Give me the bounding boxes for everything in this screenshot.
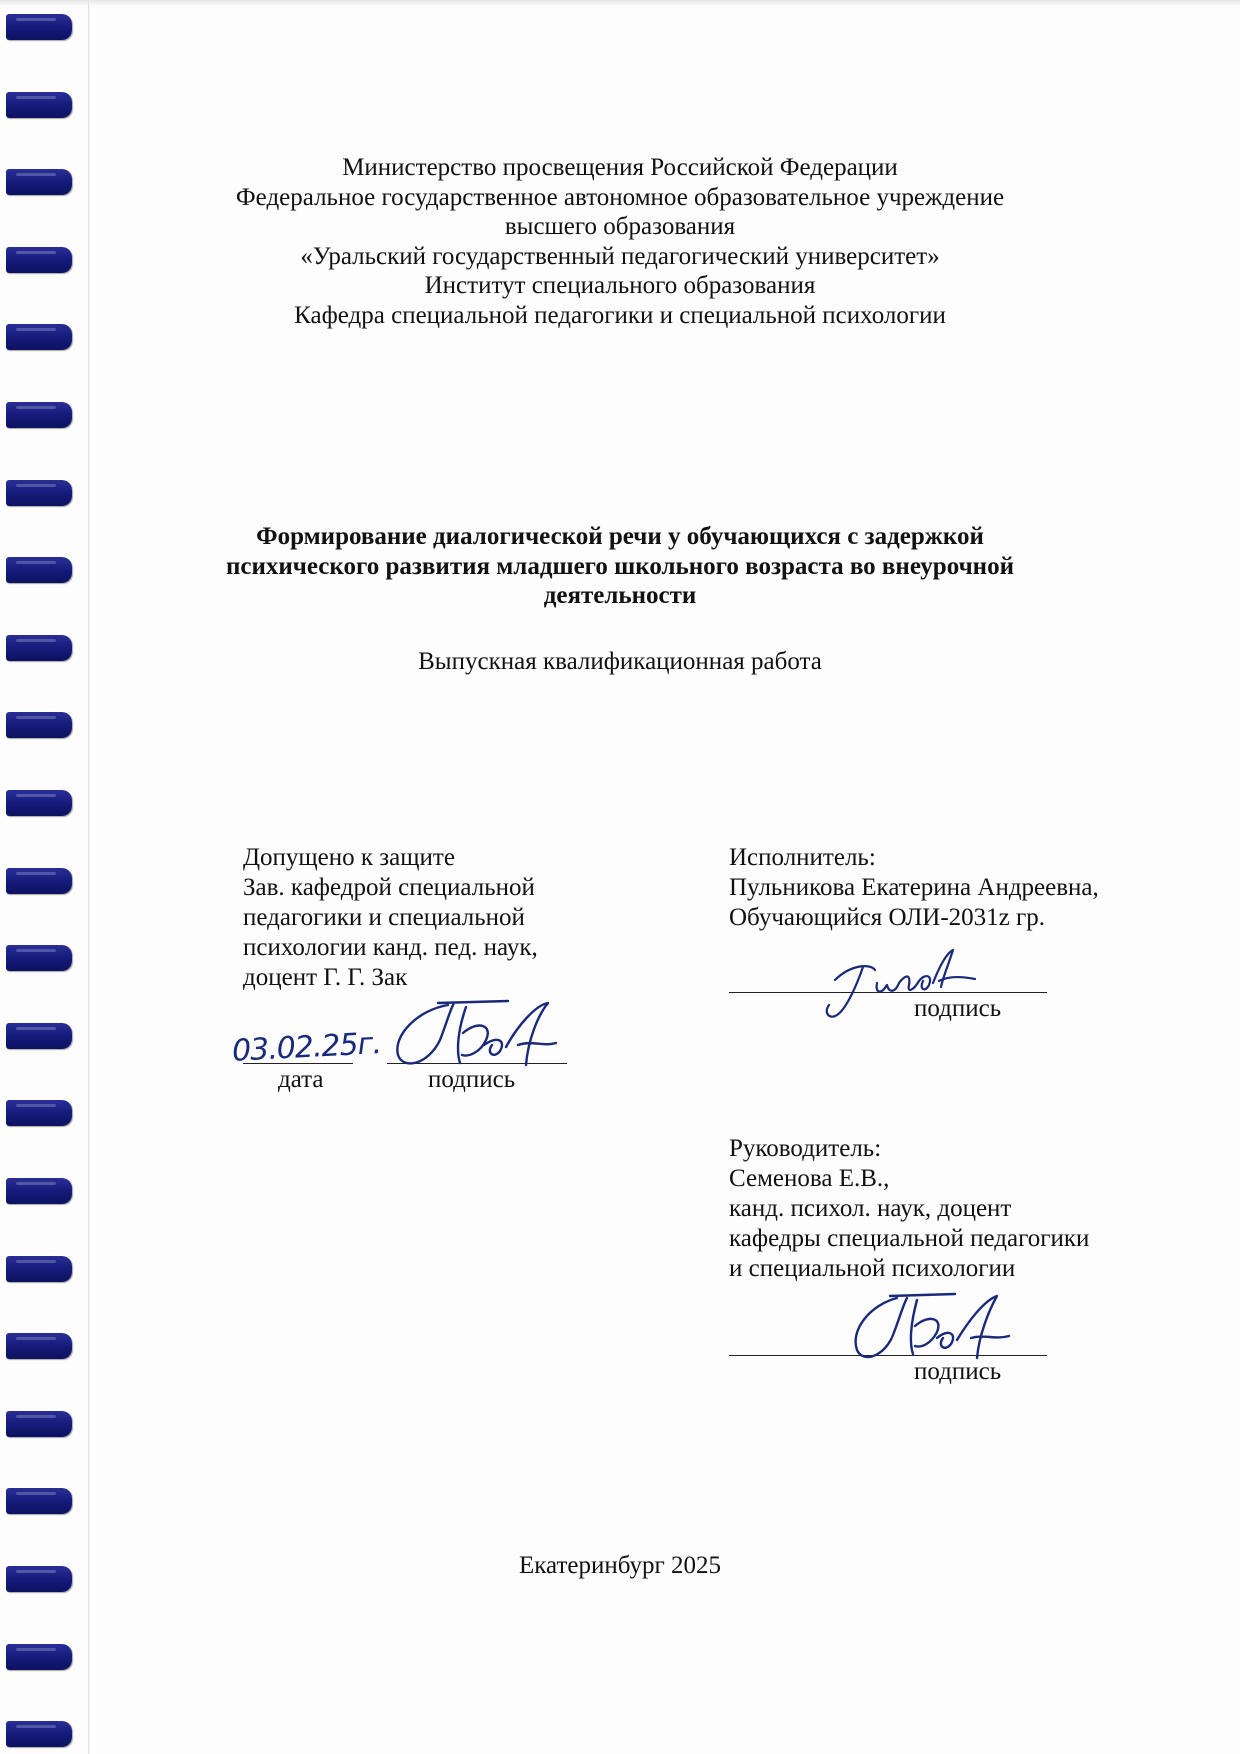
binding-coil <box>6 92 72 118</box>
binding-coil <box>6 1721 72 1747</box>
binding-coil <box>6 1411 72 1437</box>
binding-coil <box>6 557 72 583</box>
binding-coil <box>6 480 72 506</box>
binding-coil <box>6 1178 72 1204</box>
binding-coil <box>6 247 72 273</box>
binding-coil <box>6 169 72 195</box>
admitted-line-3: педагогики и специальной <box>243 904 525 931</box>
binding-coil <box>6 712 72 738</box>
executor-block <box>729 843 1099 933</box>
supervisor-label: Руководитель: <box>729 1135 882 1162</box>
binding-coil <box>6 1644 72 1670</box>
binding-coil <box>6 1023 72 1049</box>
supervisor-signature-caption: подпись <box>914 1358 1002 1385</box>
supervisor-department-line-2: и специальной психологии <box>729 1255 1016 1282</box>
admitted-signature-caption: подпись <box>428 1066 516 1093</box>
date-line <box>243 1063 353 1064</box>
education-level-line: высшего образования <box>504 213 736 240</box>
executor-name: Пульникова Екатерина Андреевна, <box>729 874 1099 901</box>
zak-signature <box>388 985 588 1085</box>
university-name-line: «Уральский государственный педагогический университет» <box>300 242 940 270</box>
department-line: Кафедра специальной педагогики и специальной психологии <box>294 301 946 329</box>
binding-coil <box>6 14 72 40</box>
binding-coil <box>6 945 72 971</box>
thesis-title-line-1: Формирование диалогической речи у обучающихся с задержкой <box>256 523 984 550</box>
executor-group: Обучающийся ОЛИ-2031z гр. <box>729 904 1046 931</box>
admitted-line-5: доцент Г. Г. Зак <box>243 964 408 991</box>
executor-signature-caption: подпись <box>914 995 1002 1022</box>
binding-coil <box>6 402 72 428</box>
binding-coil <box>6 790 72 816</box>
binding-coil <box>6 324 72 350</box>
binding-coil <box>6 1333 72 1359</box>
executor-signature <box>815 935 985 1035</box>
thesis-title-line-3: деятельности <box>543 582 697 609</box>
supervisor-signature <box>845 1280 1035 1380</box>
supervisor-name: Семенова Е.В., <box>729 1165 890 1192</box>
thesis-title-line-2: психического развития младшего школьного возраста во внеурочной <box>226 552 1014 580</box>
binding-coil <box>6 1566 72 1592</box>
binding-coil <box>6 1256 72 1282</box>
admitted-line-4: психологии канд. пед. наук, <box>243 934 538 961</box>
binding-coil <box>6 1488 72 1514</box>
page-top-edge <box>0 0 1240 6</box>
thesis-title <box>120 522 1120 611</box>
binding-spine-edge <box>88 0 90 1754</box>
binding-coil <box>6 868 72 894</box>
binding-spine <box>0 0 90 1754</box>
city-year: Екатеринбург 2025 <box>518 1552 722 1579</box>
supervisor-degree: канд. психол. наук, доцент <box>729 1195 1012 1222</box>
handwritten-date: 03.02.25г. <box>231 1026 382 1069</box>
date-caption: дата <box>278 1066 324 1093</box>
institute-line: Институт специального образования <box>424 272 816 299</box>
ministry-line: Министерство просвещения Российской Федерации <box>342 154 898 181</box>
supervisor-block <box>729 1134 1089 1284</box>
executor-label: Исполнитель: <box>729 844 876 871</box>
institution-type-line: Федеральное государственное автономное образовательное учреждение <box>235 183 1005 211</box>
supervisor-department-line-1: кафедры специальной педагогики <box>729 1225 1090 1252</box>
admitted-line-2: Зав. кафедрой специальной <box>243 874 535 901</box>
binding-coil <box>6 1100 72 1126</box>
binding-coil <box>6 635 72 661</box>
admitted-block <box>243 843 538 993</box>
work-type: Выпускная квалификационная работа <box>418 648 822 675</box>
admitted-line-1: Допущено к защите <box>243 844 455 871</box>
institution-header <box>120 153 1120 330</box>
